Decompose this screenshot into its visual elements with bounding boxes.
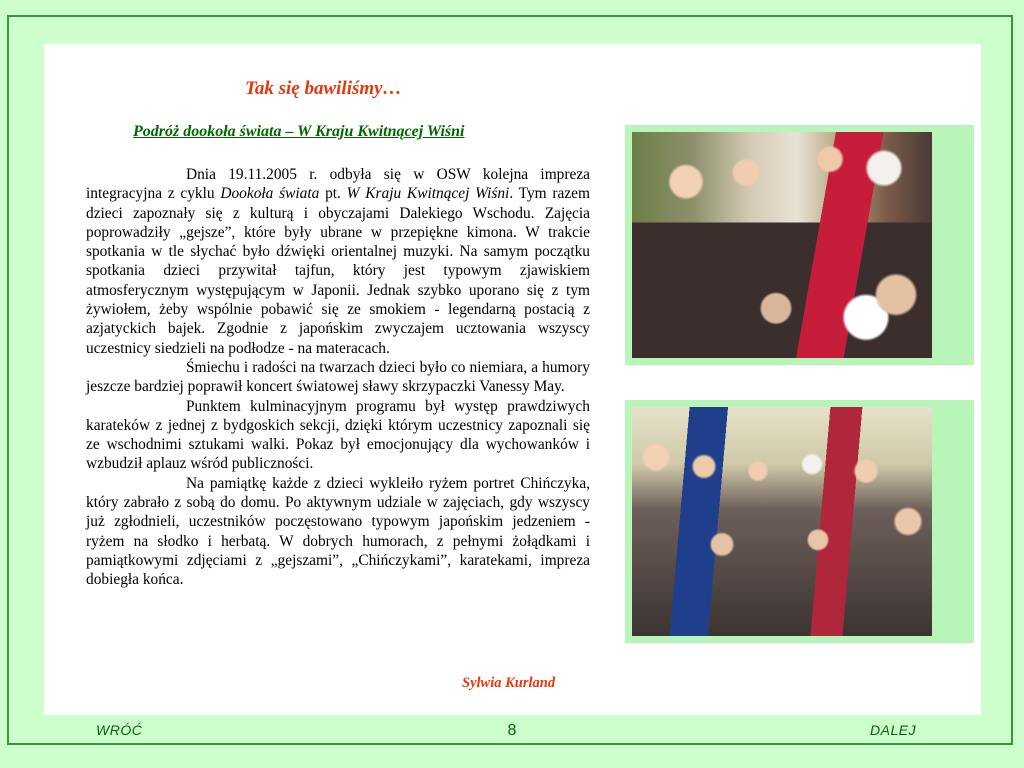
article-paragraph-4: Na pamiątkę każde z dzieci wykleiło ryżem portret Chińczyka, który zabrało z sobą do domu. Po aktywnym udziale w zajęciach, gdy wszyscy już zgłodnieli, uczestników poczęstowano typowym japońskim jedzeniem - ryżem na słodko i herbatą. W dobrych humorach, z pełnymi żołądkami i pamiątkowymi zdjęciami z „gejszami”, „Chińczykami”, karatekami, impreza dobiegła końca. bbox=[86, 474, 590, 589]
group-photo-2 bbox=[632, 407, 932, 636]
article-paragraph-1: Dnia 19.11.2005 r. odbyła się w OSW kolejna impreza integracyjna z cyklu Dookoła świata pt. W Kraju Kwitnącej Wiśni. Tym razem dzieci zapoznały się z kulturą i obyczajami Dalekiego Wschodu. Zajęcia poprowadziły „gejsze”, które były ubrane w przepiękne kimona. W trakcie spotkania w tle słychać było dźwięki orientalnej muzyki. Na samym początku spotkania dzieci przywitał tajfun, który jest typowym zjawiskiem atmosferycznym występującym w Japonii. Jednak szybko uporano się z tym żywiołem, żeby wspólnie pobawić się ze smokiem - legendarną postacią z azjatyckich bajek. Zgodnie z japońskim zwyczajem ucztowania wszyscy uczestnicy siedzieli na podłodze - na materacach. bbox=[86, 166, 590, 357]
group-photo-1 bbox=[632, 132, 932, 358]
article-subtitle: Podróż dookoła świata – W Kraju Kwitnącej Wiśni bbox=[133, 123, 465, 140]
photo-frame-top bbox=[625, 125, 974, 365]
photo-frame-bottom bbox=[625, 400, 974, 643]
article-body bbox=[86, 165, 590, 590]
article-author: Sylwia Kurland bbox=[462, 675, 556, 691]
page-title: Tak się bawiliśmy… bbox=[245, 78, 402, 99]
next-link[interactable]: DALEJ bbox=[870, 722, 917, 738]
page-number: 8 bbox=[507, 722, 517, 739]
article-paragraph-2: Śmiechu i radości na twarzach dzieci było co niemiara, a humory jeszcze bardziej poprawił koncert światowej sławy skrzypaczki Vanessy May. bbox=[86, 358, 590, 396]
article-paragraph-3: Punktem kulminacyjnym programu był występ prawdziwych karateków z jednej z bydgoskich sekcji, dzięki którym uczestnicy zapoznali się ze wschodnimi sztukami walki. Pokaz był emocjonujący dla wychowanków i wzbudził aplauz wśród publiczności. bbox=[86, 397, 590, 473]
back-link[interactable]: WRÓĆ bbox=[96, 722, 143, 738]
